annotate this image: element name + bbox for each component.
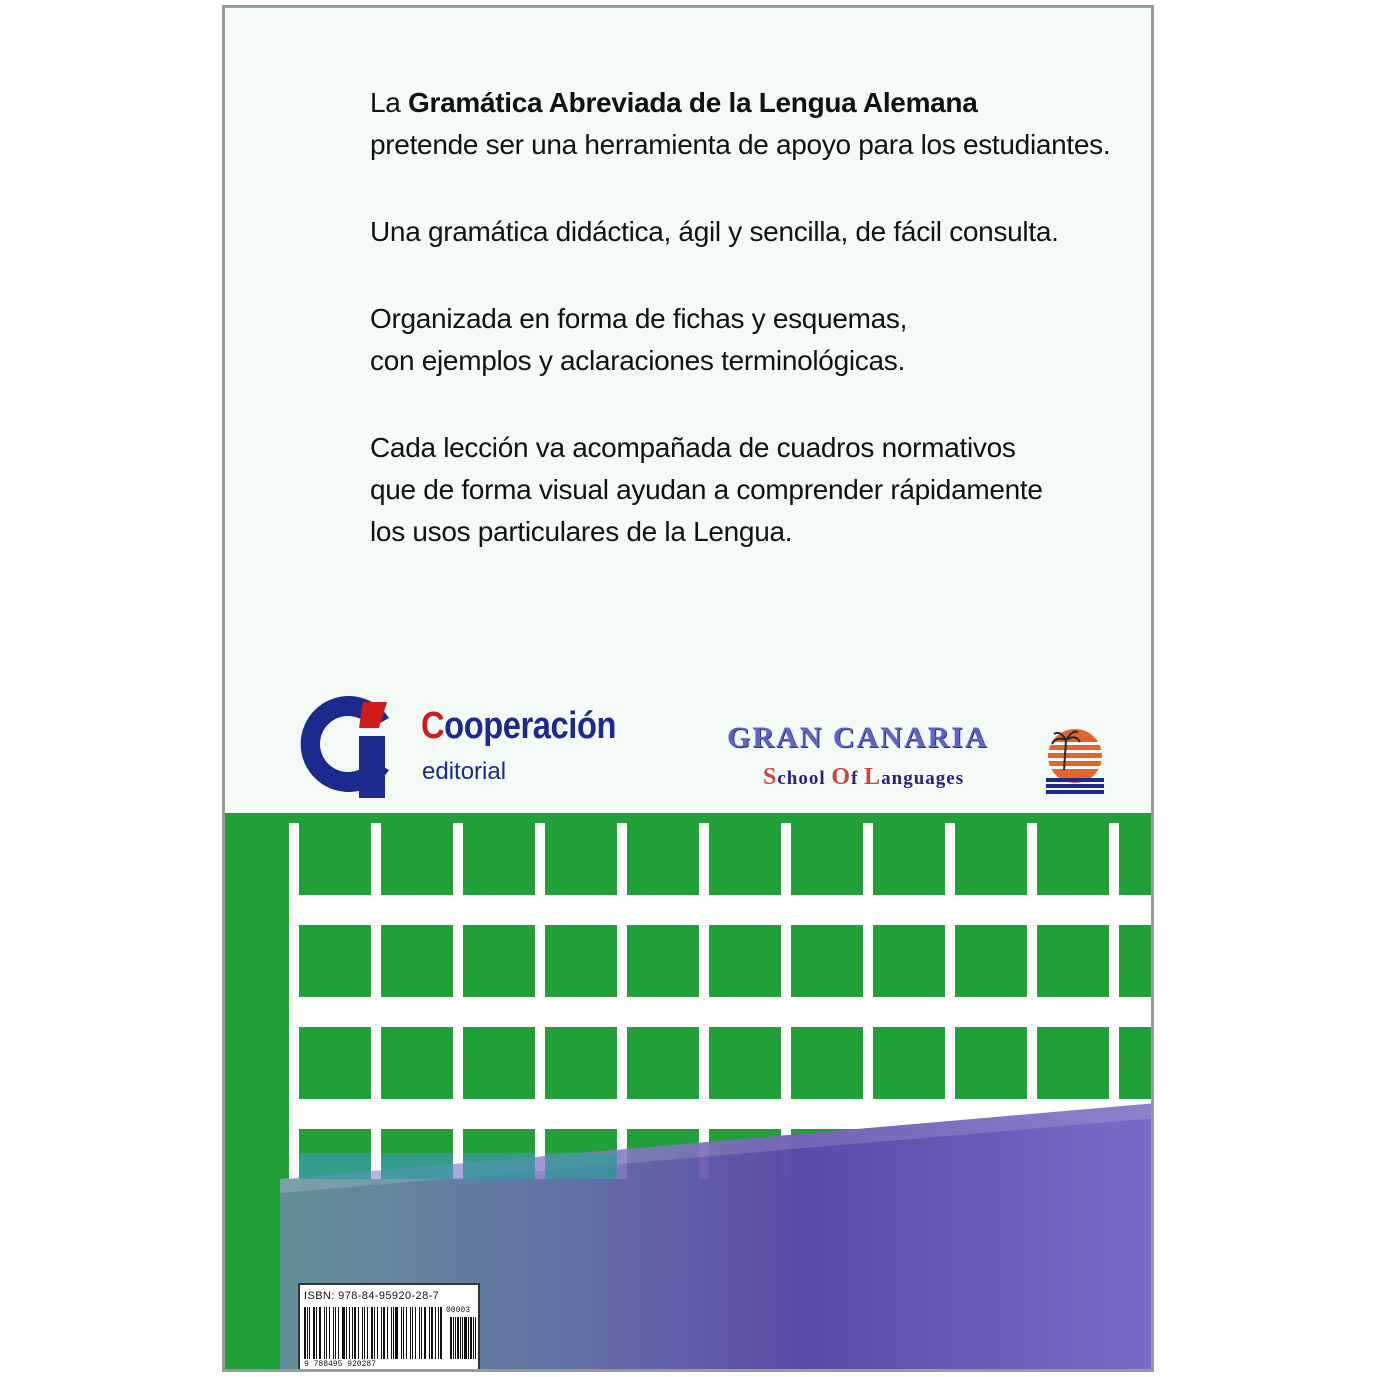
blurb-p2: Una gramática didáctica, ágil y sencilla, de fácil consulta. <box>370 216 1059 247</box>
school-subtitle <box>763 764 964 791</box>
pattern-square <box>627 925 699 997</box>
addon-bar <box>475 1317 476 1359</box>
pattern-square <box>381 823 453 895</box>
blurb-p1-rest: pretende ser una herramienta de apoyo para los estudiantes. <box>370 129 1111 160</box>
pattern-square <box>709 823 781 895</box>
pattern-square <box>709 1027 781 1099</box>
publisher-subtitle: editorial <box>422 758 507 785</box>
pattern-square <box>299 823 371 895</box>
barcode-bar <box>309 1307 310 1359</box>
barcode-bar <box>367 1307 368 1359</box>
pattern-square <box>873 1027 945 1099</box>
barcode-bar <box>377 1307 378 1359</box>
pattern-square <box>873 925 945 997</box>
barcode-bar <box>435 1307 436 1359</box>
pattern-square <box>381 1027 453 1099</box>
barcode-box <box>298 1283 480 1372</box>
addon-bar <box>450 1317 452 1359</box>
school-sub-3: anguages <box>881 768 965 789</box>
blurb-p4-line3: los usos particulares de la Lengua. <box>370 516 793 547</box>
barcode-bar <box>354 1307 356 1359</box>
pattern-square <box>463 823 535 895</box>
barcode-bar <box>419 1307 420 1359</box>
barcode-bar <box>391 1307 392 1359</box>
blurb-paragraph-1 <box>370 82 1150 166</box>
barcode-bar <box>371 1307 373 1359</box>
school-sub-s: S <box>763 764 778 790</box>
school-sub-l: L <box>864 764 882 790</box>
addon-digits: 00003 <box>446 1306 471 1315</box>
pattern-square <box>463 925 535 997</box>
pattern-square <box>627 1027 699 1099</box>
pattern-square <box>1119 1027 1154 1099</box>
barcode-bar <box>319 1307 321 1359</box>
pattern-square <box>709 925 781 997</box>
book-title-bold: Gramática Abreviada de la Lengua Alemana <box>408 87 978 118</box>
addon-bar <box>473 1317 474 1359</box>
isbn-label: ISBN: 978-84-95920-28-7 <box>304 1290 440 1302</box>
barcode-bar <box>403 1307 405 1359</box>
barcode-bar <box>304 1307 306 1359</box>
barcode-bar <box>438 1307 439 1359</box>
pattern-square <box>545 1027 617 1099</box>
pattern-faded-square <box>299 1153 371 1179</box>
barcode-bar <box>383 1307 385 1359</box>
barcode-bar <box>393 1307 394 1359</box>
pattern-square <box>1119 823 1154 895</box>
addon-bar <box>470 1317 472 1359</box>
pattern-square <box>791 1027 863 1099</box>
barcode-bar <box>329 1307 331 1359</box>
barcode-bar <box>429 1307 430 1359</box>
addon-bar <box>464 1317 467 1359</box>
addon-bar <box>468 1317 469 1359</box>
pattern-square <box>1037 925 1109 997</box>
barcode-bar <box>406 1307 407 1359</box>
pattern-square <box>873 823 945 895</box>
blurb-p1-prefix: La <box>370 87 409 118</box>
blurb-paragraph-2 <box>370 211 1150 253</box>
pattern-square <box>545 925 617 997</box>
blurb-p3-line1: Organizada en forma de fichas y esquemas, <box>370 303 908 334</box>
pattern-left-band <box>225 813 289 1179</box>
addon-bar <box>457 1317 459 1359</box>
barcode-bar <box>381 1307 383 1359</box>
pattern-top-strip <box>225 813 1154 823</box>
barcode-bar <box>421 1307 422 1359</box>
barcode-bar <box>374 1307 375 1359</box>
barcode-bar <box>307 1307 308 1359</box>
barcode-bar <box>313 1307 315 1359</box>
publisher-name <box>421 705 616 748</box>
barcode-bar <box>324 1307 325 1359</box>
barcode-bar <box>349 1307 350 1359</box>
pattern-square <box>299 925 371 997</box>
barcode-bar <box>316 1307 317 1359</box>
barcode-bar <box>410 1307 411 1359</box>
blurb-paragraph-3 <box>370 298 1150 382</box>
barcode-bar <box>424 1307 426 1359</box>
school-sub-2: f <box>851 768 865 789</box>
pattern-square <box>627 823 699 895</box>
pattern-square <box>955 925 1027 997</box>
addon-bar <box>453 1317 454 1359</box>
pattern-square <box>1119 925 1154 997</box>
barcode-bar <box>338 1307 340 1359</box>
barcode-bar <box>440 1307 442 1359</box>
barcode-bar <box>431 1307 433 1359</box>
addon-barcode <box>450 1307 476 1359</box>
school-title: GRAN CANARIA <box>727 721 989 754</box>
pattern-square <box>1037 1027 1109 1099</box>
addon-bar <box>455 1317 456 1359</box>
blurb-p3-line2: con ejemplos y aclaraciones terminológicas. <box>370 345 905 376</box>
barcode-bar <box>415 1307 416 1359</box>
publisher-name-initial: C <box>421 705 445 747</box>
book-back-cover <box>222 5 1154 1372</box>
barcode-bar <box>412 1307 414 1359</box>
pattern-square <box>955 823 1027 895</box>
blurb-p4-line2: que de forma visual ayudan a comprender rápidamente <box>370 474 1043 505</box>
school-sub-1: chool <box>777 768 832 789</box>
barcode-bar <box>326 1307 327 1359</box>
blurb-text <box>370 82 1150 553</box>
pattern-faded-square <box>545 1153 617 1179</box>
pattern-square <box>545 823 617 895</box>
pattern-faded-square <box>463 1153 535 1179</box>
blurb-p4-line1: Cada lección va acompañada de cuadros normativos <box>370 432 1016 463</box>
addon-bar <box>462 1317 463 1359</box>
barcode-bar <box>362 1307 364 1359</box>
school-sub-o: O <box>831 764 852 790</box>
cooperacion-logo-icon <box>297 688 407 798</box>
barcode <box>304 1307 444 1359</box>
barcode-bar <box>352 1307 353 1359</box>
pattern-faded-square <box>381 1153 453 1179</box>
barcode-bar <box>401 1307 402 1359</box>
pattern-square <box>1037 823 1109 895</box>
barcode-bar <box>364 1307 365 1359</box>
addon-bar <box>460 1317 461 1359</box>
barcode-bar <box>342 1307 344 1359</box>
barcode-bar <box>333 1307 334 1359</box>
barcode-bar <box>335 1307 336 1359</box>
barcode-bar <box>346 1307 347 1359</box>
pattern-square <box>791 925 863 997</box>
school-sun-palm-logo-icon <box>1042 726 1108 796</box>
pattern-square <box>463 1027 535 1099</box>
pattern-square <box>791 823 863 895</box>
barcode-digits: 9 788495 920287 <box>304 1360 377 1369</box>
barcode-bar <box>358 1307 359 1359</box>
blurb-paragraph-4 <box>370 427 1150 553</box>
pattern-square <box>299 1027 371 1099</box>
barcode-bar <box>387 1307 388 1359</box>
pattern-square <box>381 925 453 997</box>
pattern-square <box>955 1027 1027 1099</box>
barcode-bar <box>395 1307 397 1359</box>
publisher-name-rest: ooperación <box>444 705 617 747</box>
